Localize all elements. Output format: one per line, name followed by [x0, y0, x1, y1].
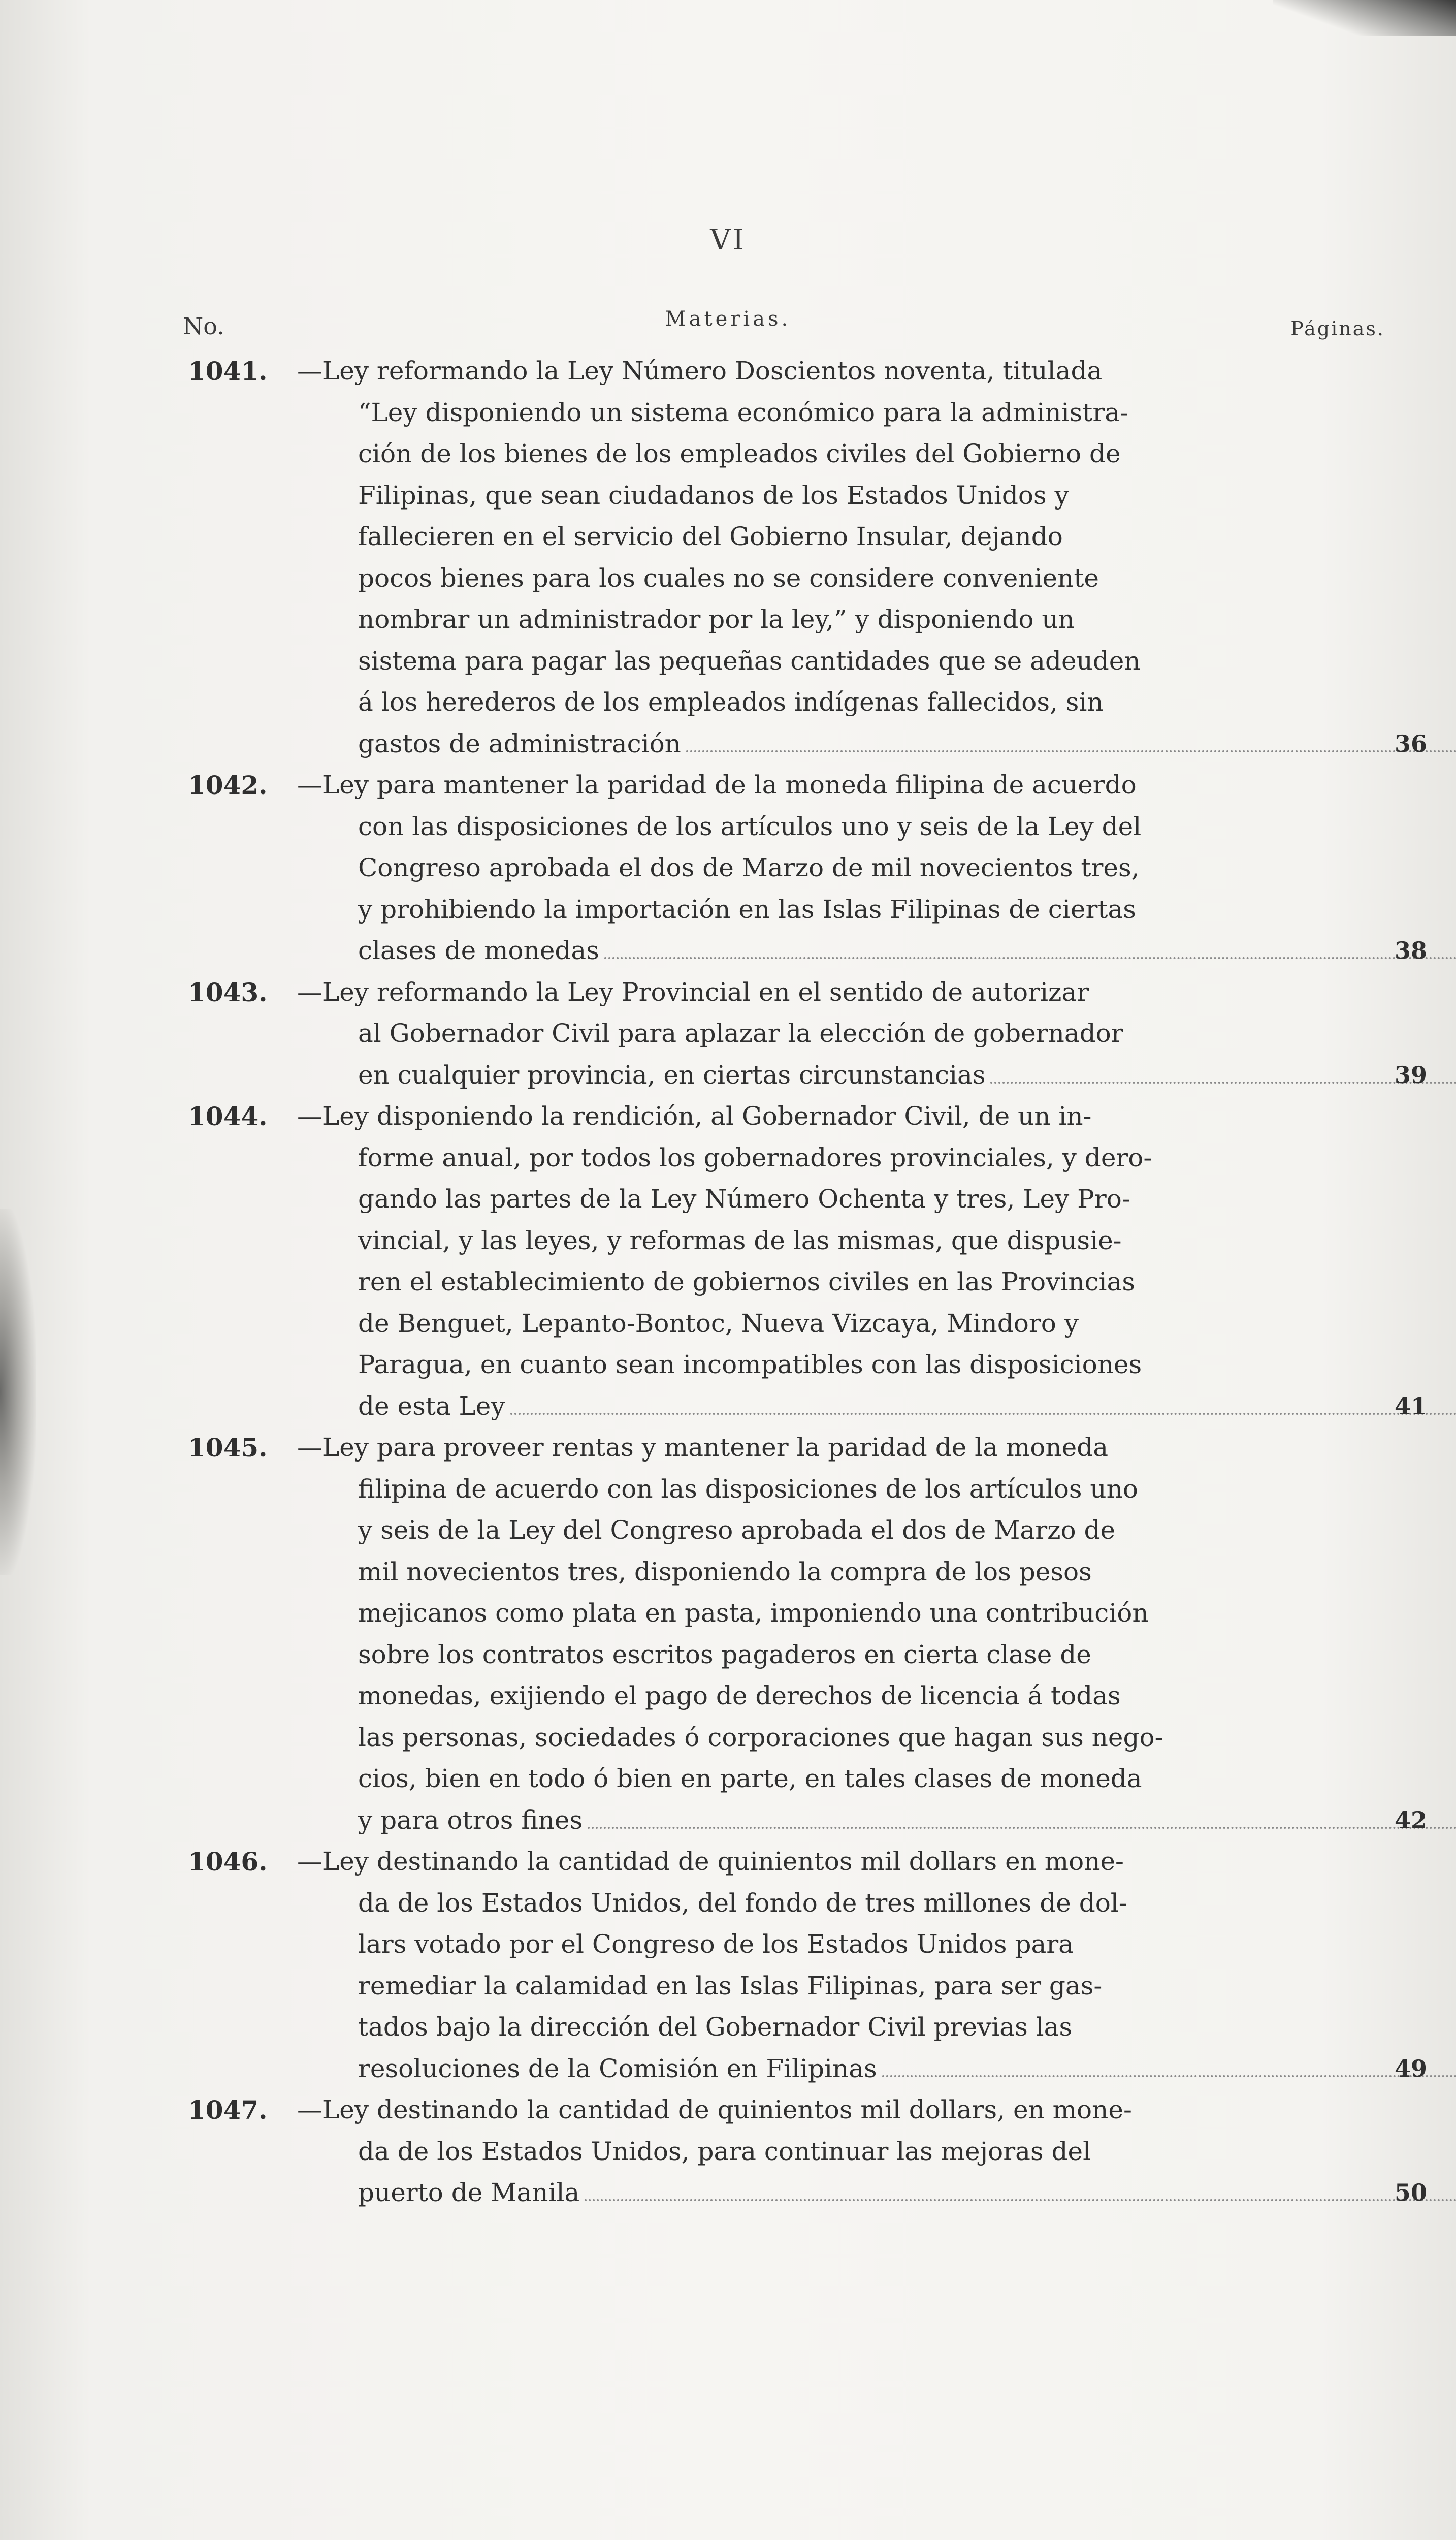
page-number: 42 [1394, 1806, 1427, 1834]
dot-leader [604, 957, 1456, 959]
entry-line: —Ley para proveer rentas y mantener la paridad de la moneda [297, 1433, 1108, 1462]
entry-line: al Gobernador Civil para aplazar la elección de gobernador [358, 1019, 1123, 1048]
entry-line [358, 1800, 1456, 1842]
entry-description [188, 972, 1456, 1096]
entry-line-text: gastos de administración [358, 728, 681, 758]
page-number: 49 [1394, 2054, 1427, 2082]
entry-line-text: puerto de Manila [358, 2178, 580, 2207]
entry-line: ción de los bienes de los empleados civiles del Gobierno de [358, 439, 1121, 468]
entry-line: Filipinas, que sean ciudadanos de los Estados Unidos y [358, 480, 1069, 510]
column-header-paginas: Páginas. [1290, 318, 1385, 340]
dot-leader [882, 2075, 1456, 2077]
entry-line-text: y para otros fines [358, 1805, 583, 1835]
entry-line: cios, bien en todo ó bien en parte, en tales clases de moneda [358, 1764, 1142, 1793]
entry-line-text: en cualquier provincia, en ciertas circunstancias [358, 1060, 986, 1090]
page-number: 38 [1394, 937, 1427, 964]
entry-line: y seis de la Ley del Congreso aprobada el dos de Marzo de [358, 1515, 1116, 1545]
toc-entry [188, 765, 1427, 972]
entry-line: —Ley reformando la Ley Número Doscientos noventa, titulada [297, 356, 1103, 386]
entry-line-text: resoluciones de la Comisión en Filipinas [358, 2053, 877, 2083]
entry-line: filipina de acuerdo con las disposiciones de los artículos uno [358, 1474, 1138, 1504]
entry-line: mejicanos como plata en pasta, imponiendo una contribución [358, 1598, 1149, 1628]
column-header-number: No. [183, 312, 224, 340]
toc-entry [188, 2089, 1427, 2214]
page-folio: VI [710, 224, 746, 257]
entry-description [188, 2089, 1456, 2214]
entry-line: á los herederos de los empleados indígenas fallecidos, sin [358, 687, 1104, 717]
entry-number: 1045. [188, 1433, 268, 1463]
entry-number: 1042. [188, 770, 268, 800]
dot-leader [588, 1827, 1456, 1829]
entry-line [358, 930, 1456, 972]
entry-description [188, 1841, 1456, 2089]
dot-leader [990, 1082, 1456, 1084]
entry-line: —Ley reformando la Ley Provincial en el sentido de autorizar [297, 977, 1089, 1007]
entry-line: monedas, exijiendo el pago de derechos de licencia á todas [358, 1681, 1121, 1710]
entry-number: 1047. [188, 2095, 268, 2125]
entry-number: 1044. [188, 1101, 268, 1131]
entry-line [358, 723, 1456, 765]
entry-line [358, 1055, 1456, 1096]
entry-line: forme anual, por todos los gobernadores provinciales, y dero- [358, 1142, 1152, 1172]
dot-leader [585, 2199, 1456, 2201]
entry-line: mil novecientos tres, disponiendo la compra de los pesos [358, 1557, 1092, 1586]
page-number: 39 [1394, 1061, 1427, 1089]
entry-line: ren el establecimiento de gobiernos civiles en las Provincias [358, 1267, 1135, 1296]
entry-line: da de los Estados Unidos, para continuar las mejoras del [358, 2136, 1091, 2166]
entry-number: 1046. [188, 1847, 268, 1877]
entry-line: “Ley disponiendo un sistema económico para la administra- [358, 397, 1128, 427]
entry-line [358, 2172, 1456, 2214]
entry-line: da de los Estados Unidos, del fondo de tres millones de dol- [358, 1888, 1127, 1918]
page-number: 41 [1394, 1392, 1427, 1420]
toc-entry [188, 1841, 1427, 2089]
entry-number: 1043. [188, 977, 268, 1007]
entry-line: —Ley destinando la cantidad de quinientos mil dollars, en mone- [297, 2095, 1132, 2124]
entry-line: fallecieren en el servicio del Gobierno Insular, dejando [358, 522, 1063, 551]
entry-number: 1041. [188, 356, 268, 386]
page-number: 36 [1394, 729, 1427, 757]
entry-line: sobre los contratos escritos pagaderos en cierta clase de [358, 1639, 1091, 1669]
entry-line: con las disposiciones de los artículos uno y seis de la Ley del [358, 811, 1142, 841]
entry-line: tados bajo la dirección del Gobernador Civil previas las [358, 2012, 1073, 2042]
entry-line: vincial, y las leyes, y reformas de las mismas, que dispusie- [358, 1225, 1122, 1255]
entry-line-text: de esta Ley [358, 1391, 505, 1421]
dot-leader [686, 750, 1456, 752]
table-of-contents-list [188, 351, 1427, 2214]
entry-line: Congreso aprobada el dos de Marzo de mil novecientos tres, [358, 853, 1140, 882]
entry-line: Paragua, en cuanto sean incompatibles con las disposiciones [358, 1350, 1142, 1379]
toc-entry [188, 972, 1427, 1096]
entry-description [188, 1096, 1456, 1427]
entry-line: lars votado por el Congreso de los Estados Unidos para [358, 1929, 1074, 1959]
toc-entry [188, 351, 1427, 765]
entry-line-text: clases de monedas [358, 936, 599, 965]
entry-description [188, 351, 1456, 765]
toc-entry [188, 1096, 1427, 1427]
dot-leader [510, 1413, 1456, 1415]
entry-line: de Benguet, Lepanto-Bontoc, Nueva Vizcaya, Mindoro y [358, 1308, 1079, 1338]
entry-line: —Ley disponiendo la rendición, al Gobernador Civil, de un in- [297, 1101, 1092, 1131]
entry-line [358, 2048, 1456, 2090]
entry-line: pocos bienes para los cuales no se considere conveniente [358, 563, 1099, 593]
entry-line: nombrar un administrador por la ley,” y disponiendo un [358, 605, 1075, 634]
page-number: 50 [1394, 2179, 1427, 2206]
entry-line: remediar la calamidad en las Islas Filipinas, para ser gas- [358, 1971, 1103, 2001]
entry-line [358, 1386, 1456, 1427]
entry-line: y prohibiendo la importación en las Islas Filipinas de ciertas [358, 894, 1136, 924]
toc-entry [188, 1427, 1427, 1841]
entry-line: sistema para pagar las pequeñas cantidades que se adeuden [358, 646, 1141, 676]
entry-description [188, 1427, 1456, 1841]
entry-line: —Ley para mantener la paridad de la moneda filipina de acuerdo [297, 770, 1137, 800]
entry-line: —Ley destinando la cantidad de quinientos mil dollars en mone- [297, 1847, 1124, 1876]
entry-line: las personas, sociedades ó corporaciones que hagan sus nego- [358, 1722, 1163, 1752]
entry-description [188, 765, 1456, 972]
column-header-materias: Materias. [665, 307, 791, 331]
entry-line: gando las partes de la Ley Número Ochenta y tres, Ley Pro- [358, 1184, 1130, 1214]
